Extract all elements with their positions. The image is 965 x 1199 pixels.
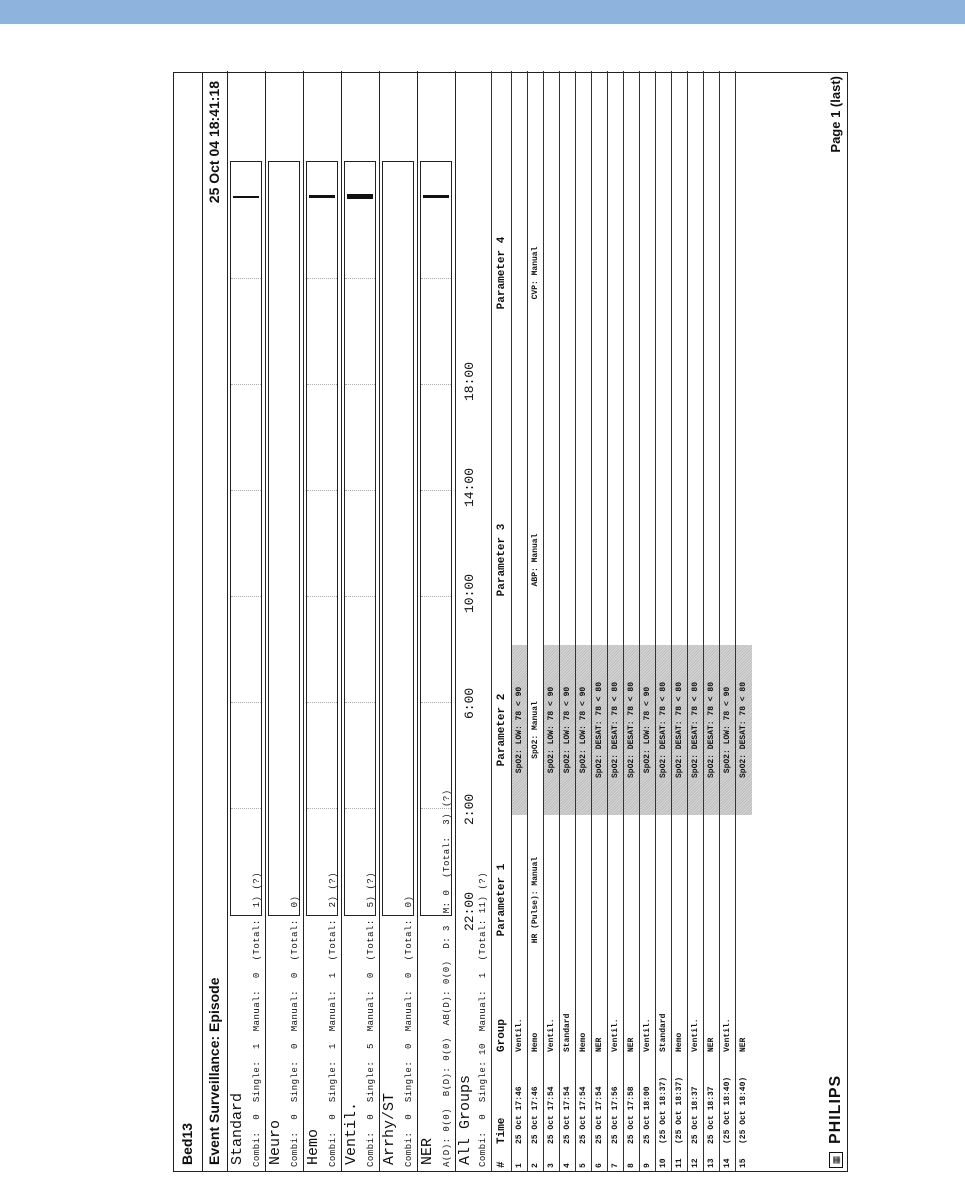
cell-p4 — [736, 71, 752, 475]
time-tick: 6:00 — [462, 687, 477, 719]
group-name: Hemo — [305, 1128, 322, 1165]
cell-time: (25 Oct 18:37) — [672, 1055, 688, 1147]
footer — [824, 72, 848, 1172]
cell-p2: SpO2: DESAT: 78 < 80 — [672, 645, 688, 815]
cell-p1 — [672, 815, 688, 985]
table-row — [592, 71, 608, 1171]
cell-group: Ventil. — [544, 985, 560, 1055]
trend-arrhy-st — [382, 161, 414, 916]
group-name: Neuro — [267, 1119, 284, 1165]
group-stats: Combi: 0 Single: 0 Manual: 0 (Total: 0) — [290, 895, 300, 1167]
table-row — [608, 71, 624, 1171]
col-header: # — [492, 1147, 512, 1171]
cell-p3 — [592, 475, 608, 645]
cell-p2: SpO2: DESAT: 78 < 80 — [736, 645, 752, 815]
cell-n: 3 — [544, 1147, 560, 1171]
cell-p1 — [736, 815, 752, 985]
cell-p1 — [640, 815, 656, 985]
gridline — [307, 808, 337, 809]
cell-p3 — [512, 475, 528, 645]
cell-p2: SpO2: Manual — [528, 645, 544, 815]
event-marker — [347, 194, 373, 199]
cell-n: 6 — [592, 1147, 608, 1171]
cell-n: 11 — [672, 1147, 688, 1171]
table-row — [720, 71, 736, 1171]
cell-p3: ABP: Manual — [528, 475, 544, 645]
bed-header — [173, 72, 203, 1172]
cell-p4: CVP: Manual — [528, 71, 544, 475]
table-row — [736, 71, 752, 1171]
gridline — [231, 808, 261, 809]
cell-p2: SpO2: LOW: 78 < 90 — [640, 645, 656, 815]
cell-n: 1 — [512, 1147, 528, 1171]
group-name: Arrhy/ST — [381, 1092, 398, 1165]
cell-time: (25 Oct 18:37) — [656, 1055, 672, 1147]
cell-time: 25 Oct 17:46 — [528, 1055, 544, 1147]
cell-time: 25 Oct 17:54 — [592, 1055, 608, 1147]
trend-ventil — [344, 161, 376, 916]
col-header: Time — [492, 1055, 512, 1147]
table-row — [688, 71, 704, 1171]
table-row — [640, 71, 656, 1171]
cell-group: NER — [592, 985, 608, 1055]
cell-p3 — [560, 475, 576, 645]
cell-p1 — [560, 815, 576, 985]
table-row — [624, 71, 640, 1171]
cell-p2: SpO2: DESAT: 78 < 80 — [688, 645, 704, 815]
cell-p4 — [576, 71, 592, 475]
cell-time: 25 Oct 18:37 — [704, 1055, 720, 1147]
cell-p4 — [608, 71, 624, 475]
group-name: Standard — [229, 1092, 246, 1165]
page-number: Page 1 (last) — [828, 76, 843, 153]
table-row — [560, 71, 576, 1171]
cell-group: Hemo — [528, 985, 544, 1055]
cell-p3 — [704, 475, 720, 645]
cell-time: 25 Oct 17:54 — [544, 1055, 560, 1147]
cell-p1 — [592, 815, 608, 985]
col-header: Parameter 3 — [492, 475, 512, 645]
gridline — [307, 490, 337, 491]
group-stats: Combi: 0 Single: 1 Manual: 0 (Total: 1) (?) — [252, 871, 262, 1167]
book-icon: ▦ — [829, 1152, 843, 1168]
cell-n: 9 — [640, 1147, 656, 1171]
cell-time: (25 Oct 18:40) — [736, 1055, 752, 1147]
cell-time: 25 Oct 17:58 — [624, 1055, 640, 1147]
cell-p1 — [688, 815, 704, 985]
cell-p3 — [640, 475, 656, 645]
cell-p4 — [720, 71, 736, 475]
group-stats: Combi: 0 Single: 10 Manual: 1 (Total: 11) (?) — [478, 871, 488, 1167]
col-header: Parameter 4 — [492, 71, 512, 475]
gridline — [307, 702, 337, 703]
cell-n: 2 — [528, 1147, 544, 1171]
cell-p3 — [608, 475, 624, 645]
group-stats: Combi: 0 Single: 1 Manual: 1 (Total: 2) (?) — [328, 871, 338, 1167]
cell-n: 5 — [576, 1147, 592, 1171]
cell-n: 12 — [688, 1147, 704, 1171]
group-all — [455, 71, 491, 1171]
cell-n: 13 — [704, 1147, 720, 1171]
cell-p2: SpO2: LOW: 78 < 90 — [720, 645, 736, 815]
time-tick: 2:00 — [462, 793, 477, 825]
cell-p3 — [688, 475, 704, 645]
cell-p1: HR (Pulse): Manual — [528, 815, 544, 985]
cell-group: Ventil. — [640, 985, 656, 1055]
cell-p3 — [544, 475, 560, 645]
cell-p1 — [608, 815, 624, 985]
top-banner — [0, 0, 965, 24]
cell-p4 — [544, 71, 560, 475]
trend-standard — [230, 161, 262, 916]
table-row — [704, 71, 720, 1171]
col-header: Parameter 1 — [492, 815, 512, 985]
time-tick: 10:00 — [462, 573, 477, 613]
gridline — [421, 808, 451, 809]
cell-p2: SpO2: DESAT: 78 < 80 — [592, 645, 608, 815]
report-timestamp: 25 Oct 04 18:41:18 — [206, 81, 222, 204]
cell-p1 — [544, 815, 560, 985]
report-title: Event Surveillance: Episode — [206, 977, 222, 1165]
gridline — [345, 384, 375, 385]
group-name: NER — [419, 1137, 436, 1165]
cell-p2: SpO2: DESAT: 78 < 80 — [656, 645, 672, 815]
cell-time: 25 Oct 18:37 — [688, 1055, 704, 1147]
event-marker — [423, 195, 449, 198]
group-stats: Combi: 0 Single: 0 Manual: 0 (Total: 0) — [404, 895, 414, 1167]
gridline — [231, 384, 261, 385]
cell-p1 — [512, 815, 528, 985]
trend-ner — [420, 161, 452, 916]
table-row — [656, 71, 672, 1171]
table-row — [544, 71, 560, 1171]
cell-p2: SpO2: LOW: 78 < 90 — [560, 645, 576, 815]
gridline — [307, 384, 337, 385]
cell-n: 8 — [624, 1147, 640, 1171]
cell-p1 — [704, 815, 720, 985]
cell-n: 7 — [608, 1147, 624, 1171]
cell-p3 — [672, 475, 688, 645]
cell-time: 25 Oct 17:54 — [560, 1055, 576, 1147]
cell-p2: SpO2: LOW: 78 < 90 — [576, 645, 592, 815]
cell-p2: SpO2: LOW: 78 < 90 — [544, 645, 560, 815]
cell-group: NER — [624, 985, 640, 1055]
event-marker — [233, 196, 259, 198]
group-name: All Groups — [457, 1074, 474, 1165]
table-row — [528, 71, 544, 1171]
cell-group: NER — [736, 985, 752, 1055]
philips-logo: PHILIPS — [827, 1074, 844, 1144]
group-name: Ventil. — [343, 1101, 360, 1165]
cell-p2: SpO2: LOW: 78 < 90 — [512, 645, 528, 815]
gridline — [345, 702, 375, 703]
trend-neuro — [268, 161, 300, 916]
cell-p4 — [640, 71, 656, 475]
gridline — [231, 702, 261, 703]
events-table — [491, 71, 752, 1171]
cell-n: 15 — [736, 1147, 752, 1171]
gridline — [345, 808, 375, 809]
cell-group: Ventil. — [512, 985, 528, 1055]
time-tick: 22:00 — [462, 891, 477, 931]
time-tick: 18:00 — [462, 361, 477, 401]
cell-n: 14 — [720, 1147, 736, 1171]
gridline — [421, 384, 451, 385]
bed-label: Bed13 — [179, 1122, 195, 1165]
gridline — [421, 278, 451, 279]
group-stats: Combi: 0 Single: 5 Manual: 0 (Total: 5) (?) — [366, 871, 376, 1167]
report-body — [227, 72, 848, 1172]
cell-group: Standard — [560, 985, 576, 1055]
cell-p1 — [624, 815, 640, 985]
table-header-row — [492, 71, 512, 1171]
cell-p1 — [720, 815, 736, 985]
table-row — [576, 71, 592, 1171]
title-header — [202, 72, 228, 1172]
cell-time: 25 Oct 18:00 — [640, 1055, 656, 1147]
gridline — [231, 278, 261, 279]
cell-p4 — [688, 71, 704, 475]
cell-p1 — [576, 815, 592, 985]
table-row — [512, 71, 528, 1171]
cell-p2: SpO2: DESAT: 78 < 80 — [608, 645, 624, 815]
cell-time: (25 Oct 18:40) — [720, 1055, 736, 1147]
event-marker — [309, 195, 335, 198]
cell-p4 — [624, 71, 640, 475]
gridline — [345, 490, 375, 491]
trend-hemo — [306, 161, 338, 916]
cell-p4 — [656, 71, 672, 475]
gridline — [421, 490, 451, 491]
gridline — [421, 596, 451, 597]
cell-group: Ventil. — [608, 985, 624, 1055]
cell-p4 — [672, 71, 688, 475]
group-stats: A(D): 0(0) B(D): 0(0) AB(D): 0(0) D: 3 M: 0 (Total: 3) (?) — [442, 789, 452, 1167]
cell-p4 — [704, 71, 720, 475]
cell-group: NER — [704, 985, 720, 1055]
gridline — [307, 278, 337, 279]
cell-p3 — [736, 475, 752, 645]
cell-p4 — [592, 71, 608, 475]
cell-group: Hemo — [576, 985, 592, 1055]
cell-n: 4 — [560, 1147, 576, 1171]
gridline — [231, 596, 261, 597]
gridline — [307, 596, 337, 597]
table-row — [672, 71, 688, 1171]
col-header: Parameter 2 — [492, 645, 512, 815]
cell-p3 — [720, 475, 736, 645]
cell-p2: SpO2: DESAT: 78 < 80 — [704, 645, 720, 815]
cell-group: Ventil. — [720, 985, 736, 1055]
cell-time: 25 Oct 17:46 — [512, 1055, 528, 1147]
cell-n: 10 — [656, 1147, 672, 1171]
cell-p3 — [576, 475, 592, 645]
cell-p1 — [656, 815, 672, 985]
cell-time: 25 Oct 17:56 — [608, 1055, 624, 1147]
report-page — [173, 72, 848, 1172]
cell-p4 — [512, 71, 528, 475]
cell-group: Ventil. — [688, 985, 704, 1055]
cell-group: Standard — [656, 985, 672, 1055]
col-header: Group — [492, 985, 512, 1055]
gridline — [345, 278, 375, 279]
gridline — [421, 702, 451, 703]
cell-time: 25 Oct 17:54 — [576, 1055, 592, 1147]
gridline — [345, 596, 375, 597]
time-tick: 14:00 — [462, 467, 477, 507]
cell-group: Hemo — [672, 985, 688, 1055]
cell-p4 — [560, 71, 576, 475]
gridline — [231, 490, 261, 491]
cell-p2: SpO2: DESAT: 78 < 80 — [624, 645, 640, 815]
cell-p3 — [624, 475, 640, 645]
cell-p3 — [656, 475, 672, 645]
